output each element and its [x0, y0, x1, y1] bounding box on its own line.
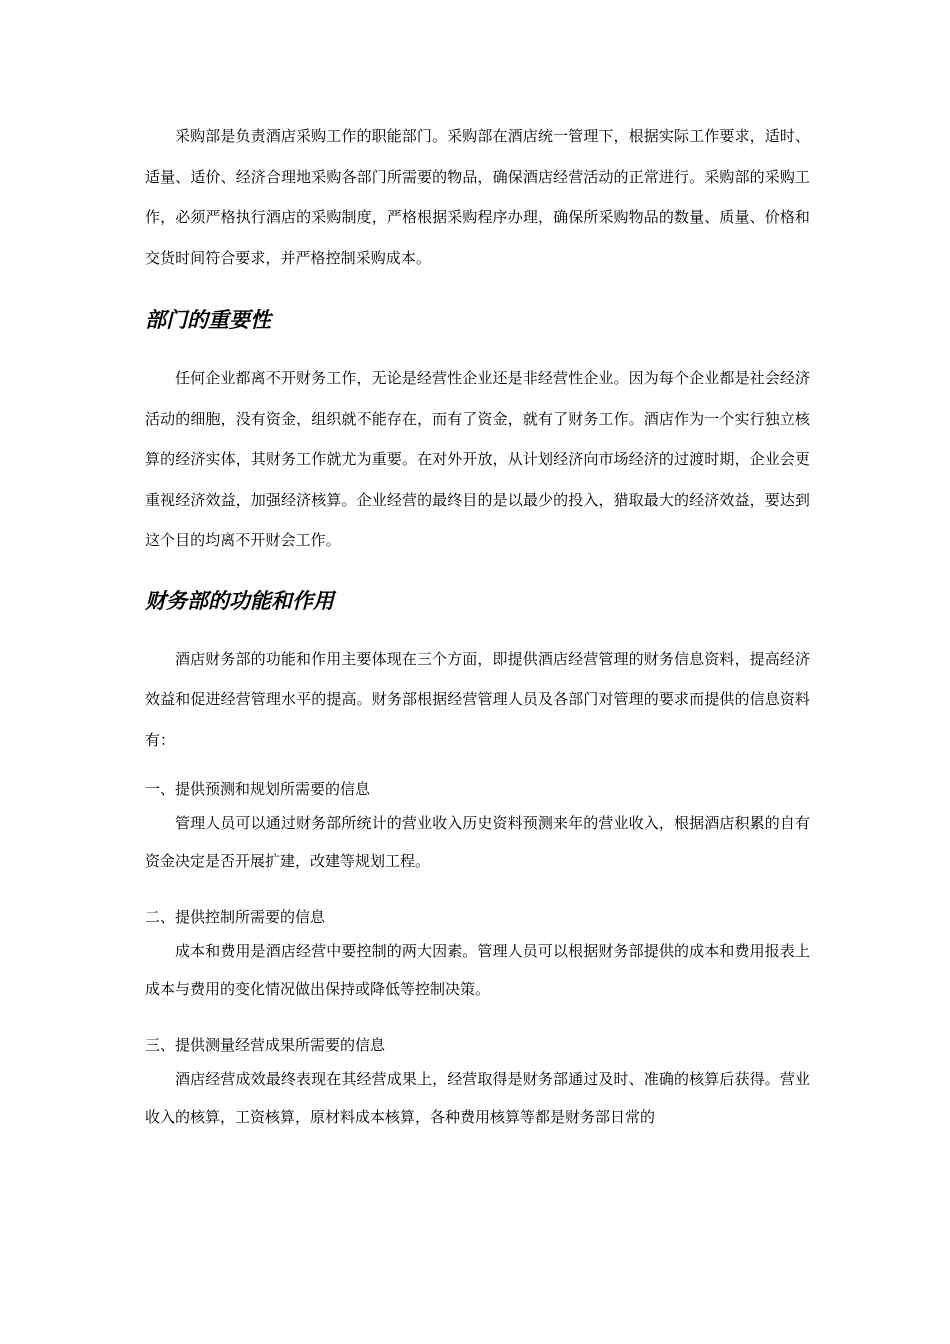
- list-item-text: 酒店经营成效最终表现在其经营成果上，经营取得是财务部通过及时、准确的核算后获得。营业收入的核算，工资核算，原材料成本核算，各种费用核算等都是财务部日常的: [145, 1070, 810, 1126]
- section-heading-functions: 财务部的功能和作用: [145, 588, 334, 613]
- list-item-title: 一、提供预测和规划所需要的信息: [145, 780, 371, 798]
- section-heading-importance: 部门的重要性: [145, 308, 271, 332]
- list-item: [145, 1030, 810, 1136]
- list-item: [145, 902, 810, 1008]
- intro-paragraph: 采购部是负责酒店采购工作的职能部门。采购部在酒店统一管理下，根据实际工作要求，适时、适量、适价、经济合理地采购各部门所需要的物品，确保酒店经营活动的正常进行。采购部的采购工作，必须严格执行酒店的采购制度，严格根据采购程序办理，确保所采购物品的数量、质量、价格和交货时间符合要求，并严格控制采购成本。: [145, 127, 810, 267]
- list-item-text: 成本和费用是酒店经营中要控制的两大因素。管理人员可以根据财务部提供的成本和费用报表上成本与费用的变化情况做出保持或降低等控制决策。: [145, 942, 810, 998]
- document-page: [145, 116, 810, 1136]
- importance-paragraph: 任何企业都离不开财务工作，无论是经营性企业还是非经营性企业。因为每个企业都是社会经济活动的细胞，没有资金，组织就不能存在，而有了资金，就有了财务工作。酒店作为一个实行独立核算的经济实体，其财务工作就尤为重要。在对外开放，从计划经济向市场经济的过渡时期，企业会更重视经济效益，加强经济核算。企业经营的最终目的是以最少的投入，猎取最大的经济效益，要达到这个目的均离不开财会工作。: [145, 369, 810, 549]
- functions-paragraph: 酒店财务部的功能和作用主要体现在三个方面，即提供酒店经营管理的财务信息资料，提高经济效益和促进经营管理水平的提高。财务部根据经营管理人员及各部门对管理的要求而提供的信息资料有：: [145, 649, 810, 749]
- list-item: [145, 774, 810, 880]
- list-item-title: 二、提供控制所需要的信息: [145, 908, 326, 926]
- list-item-text: 管理人员可以通过财务部所统计的营业收入历史资料预测来年的营业收入，根据酒店积累的自有资金决定是否开展扩建，改建等规划工程。: [145, 814, 810, 870]
- list-item-title: 三、提供测量经营成果所需要的信息: [145, 1036, 386, 1054]
